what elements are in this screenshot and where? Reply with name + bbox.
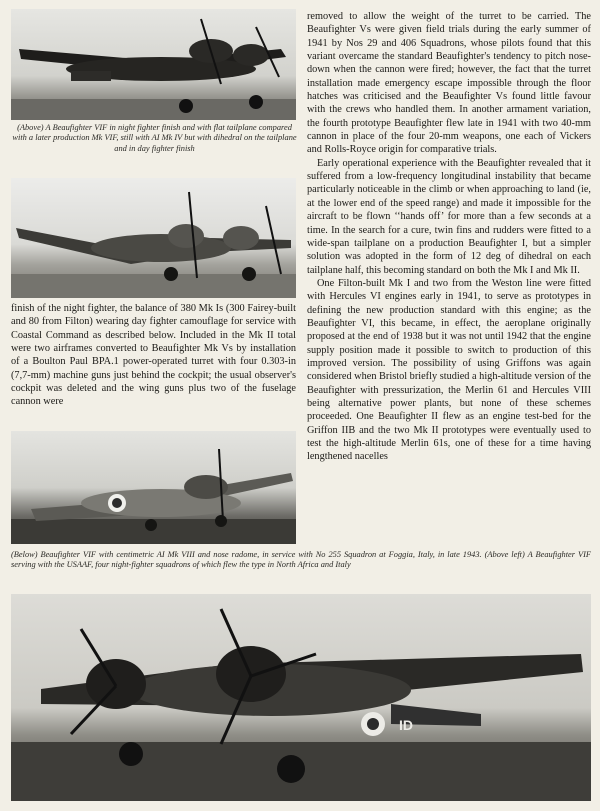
aircraft-silhouette-3 — [11, 431, 296, 544]
right-paragraph-2: Early operational experience with the Beaufighter revealed that it suffered from a low-frequency longitudinal instability that became particularly noticeable in the climb or when approaching to land (ie, at the lower end of the speed range) and made it impossible for the aircraft to be flown ‘‘hands off’ for more than a few seconds at a time. In the search for a cure, twin fins and rudders were fitted to a wide-span tailplane on a production Beaufighter I, but a simpler solution was adopted in the form of 12 deg of dihedral on each tailplane half, this becoming standard on both the Mk I and Mk II. — [307, 157, 591, 276]
right-paragraph-3: One Filton-built Mk I and two from the Weston line were fitted with Hercules VI engines early in 1941, to serve as prototypes in defining the new production standard with this engine; as the Beaufighter VI, this became, in effect, the aeroplane originally proposed at the end of 1938 but it was not until 1942 that the engine supply position made it possible to switch to production of this improved version. The possibility of using Griffons was again considered when Bristol briefly studied a high-altitude version of the Beaufighter with pressurization, the Merlin 61 and Hercules VIII being alternative power plants, but none of these schemes proceeded. One Beaufighter II flew as an engine test-bed for the Griffon IIB and the two Mk II prototypes were eventually used to test the high-altitude Merlin 61s, one of these for a time having lengthened nacelles — [307, 277, 591, 463]
caption-top-left: (Above) A Beaufighter VIF in night fighter finish and with flat tailplane compared with a later production Mk VIF, still with AI Mk IV but with dihedral on the tailplane and in day fighter finish — [12, 123, 297, 153]
left-paragraph: finish of the night fighter, the balance of 380 Mk Is (300 Fairey-built and 80 from Filton) wearing day fighter camouflage for service with Coastal Command as described below. Included in the Mk II total were two airframes converted to Beaufighter Mk Vs by installation of a Boulton Paul BPA.1 power-operated turret with four 0.303-in (7,7-mm) machine guns just behind the cockpit; the usual observer's cockpit was deleted and the wing guns plus two of the fuselage cannon were — [11, 303, 296, 408]
left-column-text — [11, 302, 296, 409]
aircraft-silhouette-2 — [11, 178, 296, 298]
right-paragraph-1: removed to allow the weight of the turret to be carried. The Beaufighter Vs were given field trials during the early summer of 1941 by Nos 29 and 406 Squadrons, whose pilots found that this variant overcame the standard Beaufighter's tendency to pitch nose-down when the cannon were fired; however, the fact that the turret installation made emergency escape impossible through the floor hatches was criticised and the Beaufighter Vs found little favour with the crews who handled them. In another armament variation, the fourth prototype Beaufighter flew late in 1941 with two 40-mm cannon in place of the four 20-mm weapons, one each of Vickers and Rolls-Royce origin for comparative trials. — [307, 11, 591, 156]
photo-beaufighter-usaaf — [11, 431, 296, 544]
photo-beaufighter-day-fighter — [11, 178, 296, 298]
right-column-text — [307, 10, 591, 464]
aircraft-silhouette-4 — [11, 594, 591, 801]
photo-beaufighter-no255-squadron — [11, 594, 591, 801]
aircraft-silhouette-1 — [11, 9, 296, 120]
photo-beaufighter-night-fighter — [11, 9, 296, 120]
aircraft-code-label: ID — [399, 717, 413, 733]
caption-bottom: (Below) Beaufighter VIF with centimetric AI Mk VIII and nose radome, in service with No 255 Squadron at Foggia, Italy, in late 1943. (Above left) A Beaufighter VIF serving with the USAAF, four night-fighter squadrons of which flew the type in North Africa and Italy — [11, 550, 591, 570]
